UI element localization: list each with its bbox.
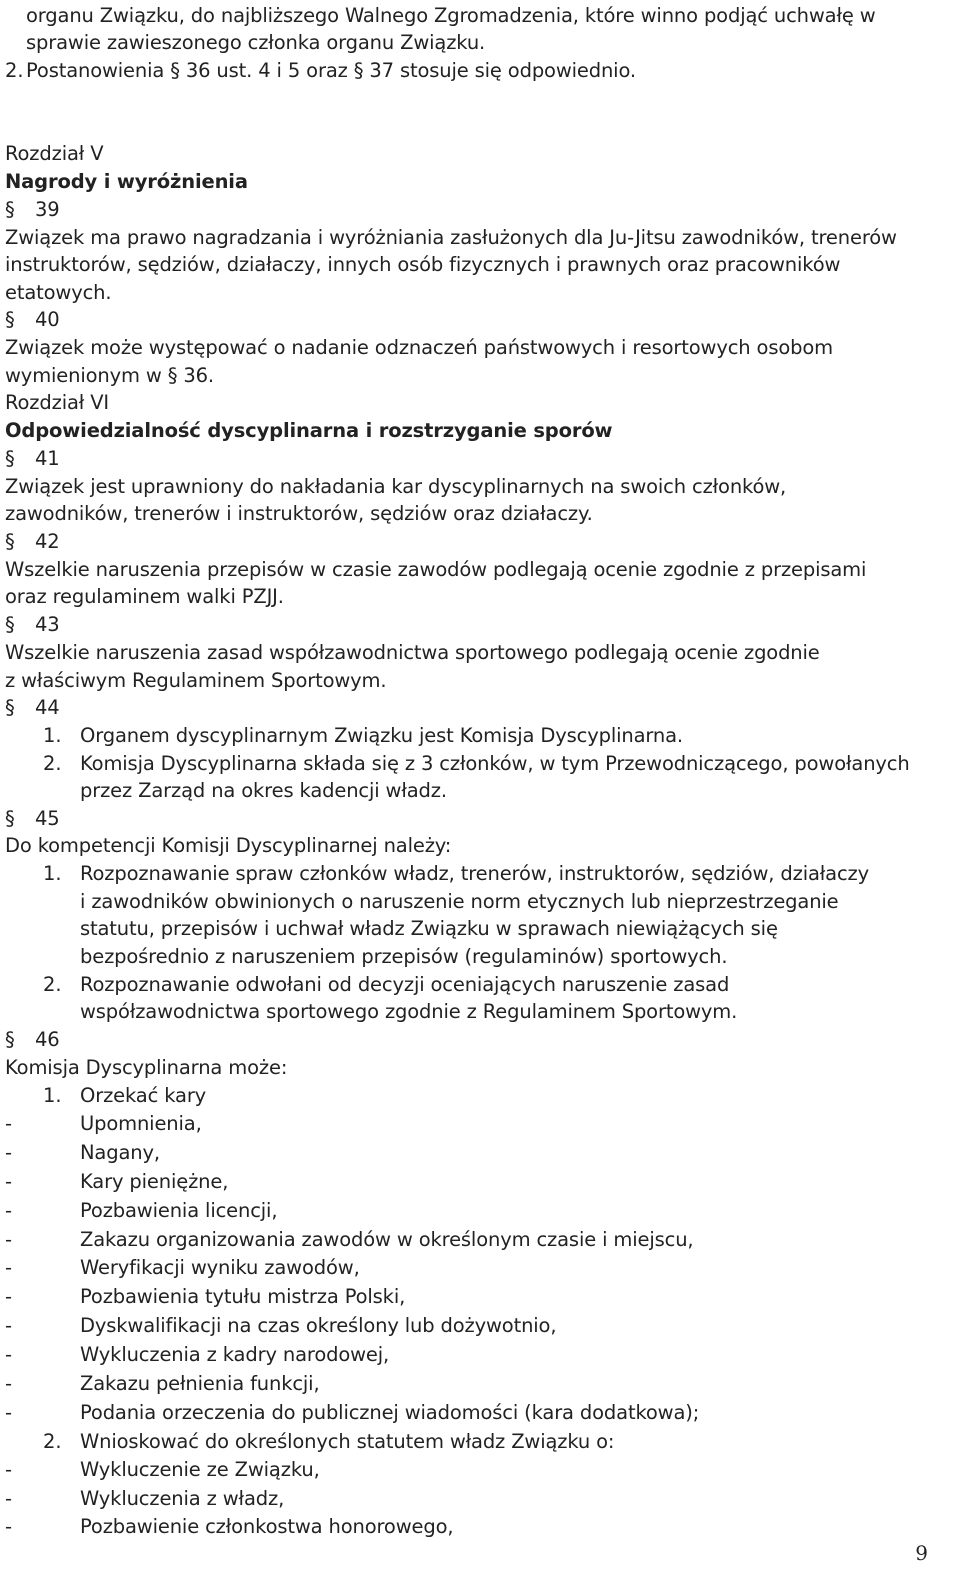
bullet-dash: - xyxy=(5,1199,13,1222)
section-symbol: § xyxy=(5,308,15,331)
list-number: 2. xyxy=(43,1430,62,1453)
section-number: 45 xyxy=(35,807,60,830)
paragraph-line: etatowych. xyxy=(5,281,112,304)
list-number: 1. xyxy=(43,724,62,747)
list-number: 2. xyxy=(43,973,62,996)
list-item-text: Orzekać kary xyxy=(80,1084,207,1107)
bullet-item: Pozbawienia tytułu mistrza Polski, xyxy=(80,1285,406,1308)
section-heading-39 xyxy=(5,196,60,224)
bullet-item: Wykluczenia z władz, xyxy=(80,1487,285,1510)
list-item-text: przez Zarząd na okres kadencji władz. xyxy=(80,779,447,802)
list-number: 2. xyxy=(5,59,24,82)
section-symbol: § xyxy=(5,696,15,719)
list-item-text: współzawodnictwa sportowego zgodnie z Regulaminem Sportowym. xyxy=(80,1000,738,1023)
list-number: 1. xyxy=(43,1084,62,1107)
section-symbol: § xyxy=(5,1028,15,1051)
paragraph-line: z właściwym Regulaminem Sportowym. xyxy=(5,669,387,692)
list-item-text: statutu, przepisów i uchwał władz Związku w sprawach niewiążących się xyxy=(80,917,778,940)
section-symbol: § xyxy=(5,530,15,553)
bullet-dash: - xyxy=(5,1112,13,1135)
paragraph-line: Związek może występować o nadanie odznaczeń państwowych i resortowych osobom xyxy=(5,336,833,359)
bullet-item: Pozbawienia licencji, xyxy=(80,1199,278,1222)
bullet-dash: - xyxy=(5,1515,13,1538)
bullet-dash: - xyxy=(5,1228,13,1251)
bullet-item: Weryfikacji wyniku zawodów, xyxy=(80,1256,360,1279)
section-number: 44 xyxy=(35,696,60,719)
bullet-dash: - xyxy=(5,1487,13,1510)
section-symbol: § xyxy=(5,198,15,221)
paragraph-line: Do kompetencji Komisji Dyscyplinarnej należy: xyxy=(5,834,452,857)
bullet-item: Upomnienia, xyxy=(80,1112,202,1135)
bullet-dash: - xyxy=(5,1170,13,1193)
section-heading-46 xyxy=(5,1026,60,1054)
bullet-dash: - xyxy=(5,1401,13,1424)
bullet-dash: - xyxy=(5,1256,13,1279)
list-number: 2. xyxy=(43,752,62,775)
paragraph-line: Wszelkie naruszenia zasad współzawodnictwa sportowego podlegają ocenie zgodnie xyxy=(5,641,820,664)
list-item-text: Komisja Dyscyplinarna składa się z 3 członków, w tym Przewodniczącego, powołanych xyxy=(80,752,910,775)
bullet-item: Zakazu pełnienia funkcji, xyxy=(80,1372,320,1395)
bullet-dash: - xyxy=(5,1314,13,1337)
section-number: 39 xyxy=(35,198,60,221)
list-item-text: Postanowienia § 36 ust. 4 i 5 oraz § 37 stosuje się odpowiednio. xyxy=(26,59,636,82)
section-symbol: § xyxy=(5,807,15,830)
bullet-item: Podania orzeczenia do publicznej wiadomości (kara dodatkowa); xyxy=(80,1401,700,1424)
paragraph-line: wymienionym w § 36. xyxy=(5,364,214,387)
section-number: 42 xyxy=(35,530,60,553)
chapter-label: Rozdział V xyxy=(5,142,104,165)
section-heading-45 xyxy=(5,805,60,833)
paragraph-line: Związek ma prawo nagradzania i wyróżniania zasłużonych dla Ju-Jitsu zawodników, trenerów xyxy=(5,226,897,249)
section-number: 40 xyxy=(35,308,60,331)
section-number: 46 xyxy=(35,1028,60,1051)
bullet-item: Dyskwalifikacji na czas określony lub dożywotnio, xyxy=(80,1314,557,1337)
chapter-title: Nagrody i wyróżnienia xyxy=(5,170,248,193)
paragraph-line: sprawie zawieszonego członka organu Związku. xyxy=(26,31,486,54)
bullet-item: Kary pieniężne, xyxy=(80,1170,229,1193)
paragraph-line: Związek jest uprawniony do nakładania kar dyscyplinarnych na swoich członków, xyxy=(5,475,787,498)
paragraph-line: organu Związku, do najbliższego Walnego Zgromadzenia, które winno podjąć uchwałę w xyxy=(26,4,876,27)
paragraph-line: Komisja Dyscyplinarna może: xyxy=(5,1056,288,1079)
list-number: 1. xyxy=(43,862,62,885)
section-number: 41 xyxy=(35,447,60,470)
list-item-text: Rozpoznawanie odwołani od decyzji oceniających naruszenie zasad xyxy=(80,973,730,996)
bullet-dash: - xyxy=(5,1343,13,1366)
paragraph-line: zawodników, trenerów i instruktorów, sędziów oraz działaczy. xyxy=(5,502,593,525)
bullet-dash: - xyxy=(5,1141,13,1164)
list-item-text: i zawodników obwinionych o naruszenie norm etycznych lub nieprzestrzeganie xyxy=(80,890,839,913)
page-number: 9 xyxy=(915,1541,928,1565)
bullet-item: Nagany, xyxy=(80,1141,160,1164)
bullet-dash: - xyxy=(5,1372,13,1395)
list-item-text: Organem dyscyplinarnym Związku jest Komisja Dyscyplinarna. xyxy=(80,724,683,747)
bullet-dash: - xyxy=(5,1285,13,1308)
section-heading-40 xyxy=(5,306,60,334)
bullet-item: Wykluczenie ze Związku, xyxy=(80,1458,320,1481)
paragraph-line: oraz regulaminem walki PZJJ. xyxy=(5,585,284,608)
bullet-item: Wykluczenia z kadry narodowej, xyxy=(80,1343,390,1366)
bullet-item: Pozbawienie członkostwa honorowego, xyxy=(80,1515,454,1538)
section-heading-41 xyxy=(5,445,60,473)
section-symbol: § xyxy=(5,613,15,636)
bullet-item: Zakazu organizowania zawodów w określonym czasie i miejscu, xyxy=(80,1228,694,1251)
section-heading-42 xyxy=(5,528,60,556)
list-item-text: Rozpoznawanie spraw członków władz, trenerów, instruktorów, sędziów, działaczy xyxy=(80,862,870,885)
list-item-text: Wnioskować do określonych statutem władz Związku o: xyxy=(80,1430,615,1453)
chapter-label: Rozdział VI xyxy=(5,391,110,414)
paragraph-line: Wszelkie naruszenia przepisów w czasie zawodów podlegają ocenie zgodnie z przepisami xyxy=(5,558,867,581)
section-heading-44 xyxy=(5,694,60,722)
bullet-dash: - xyxy=(5,1458,13,1481)
list-item-text: bezpośrednio z naruszeniem przepisów (regulaminów) sportowych. xyxy=(80,945,728,968)
section-number: 43 xyxy=(35,613,60,636)
section-symbol: § xyxy=(5,447,15,470)
section-heading-43 xyxy=(5,611,60,639)
paragraph-line: instruktorów, sędziów, działaczy, innych osób fizycznych i prawnych oraz pracowników xyxy=(5,253,841,276)
chapter-title: Odpowiedzialność dyscyplinarna i rozstrzyganie sporów xyxy=(5,419,613,442)
